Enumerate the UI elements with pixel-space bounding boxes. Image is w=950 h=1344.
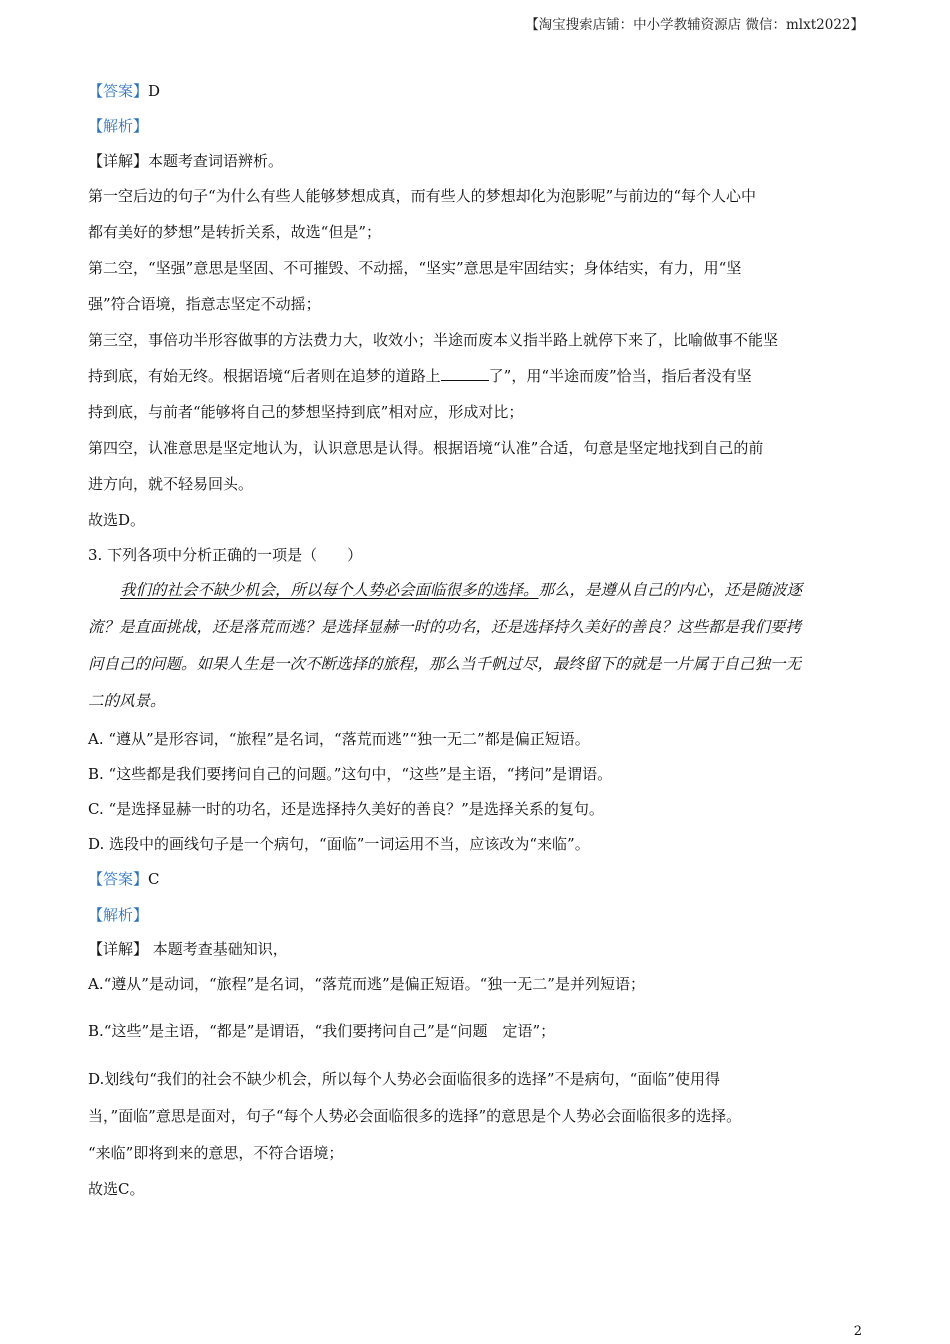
passage-line: 问自己的问题。如果人生是一次不断选择的旅程，那么当千帆过尽，最终留下的就是一片属于自己独一无 xyxy=(88,655,802,673)
answer-tag: 【答案】 xyxy=(88,82,149,100)
passage-line: 二的风景。 xyxy=(88,692,166,710)
analysis-tag: 【解析】 xyxy=(88,117,149,135)
detail-intro: 本题考查词语辨析。 xyxy=(148,152,284,170)
text-line: 都有美好的梦想”是转折关系，故选“但是”； xyxy=(88,223,382,241)
answer-value: D xyxy=(148,82,161,100)
text-segment: 持到底，有始无终。根据语境“后者则在追梦的道路上 xyxy=(88,367,441,385)
analysis-tag: 【解析】 xyxy=(88,906,149,924)
detail-tag: 【详解】 xyxy=(88,152,149,170)
underlined-sentence: 我们的社会不缺少机会，所以每个人势必会面临很多的选择。 xyxy=(120,581,539,599)
text-line: 进方向，就不轻易回头。 xyxy=(88,475,254,493)
text-line: A.“遵从”是动词，“旅程”是名词，“落荒而逃”是偏正短语。“独一无二”是并列短语； xyxy=(88,975,645,993)
answer-line xyxy=(88,81,878,101)
question-stem: 3. 下列各项中分析正确的一项是（ ） xyxy=(88,546,363,564)
option-d: D. 选段中的画线句子是一个病句，“面临”一词运用不当，应该改为“来临”。 xyxy=(88,835,590,853)
text-line: “来临”即将到来的意思，不符合语境； xyxy=(88,1144,344,1162)
answer-tag: 【答案】 xyxy=(88,870,149,888)
text-line: 第一空后边的句子“为什么有些人能够梦想成真，而有些人的梦想却化为泡影呢”与前边的“每个人心中 xyxy=(88,187,757,205)
text-line: 当，”面临”意思是面对，句子“每个人势必会面临很多的选择”的意思是个人势必会面临很多的选择。 xyxy=(88,1107,742,1125)
passage-segment: 那么，是遵从自己的内心，还是随波逐 xyxy=(538,581,803,599)
page-number: 2 xyxy=(853,1324,862,1339)
passage-line: 流？是直面挑战，还是落荒而逃？是选择显赫一时的功名，还是选择持久美好的善良？这些都是我们要拷 xyxy=(88,618,802,636)
detail-line xyxy=(88,151,878,171)
text-line: 持到底，与前者“能够将自己的梦想坚持到底”相对应，形成对比； xyxy=(88,403,524,421)
text-line: 故选D。 xyxy=(88,511,146,529)
text-line: 强”符合语境，指意志坚定不动摇； xyxy=(88,295,321,313)
text-line: 第四空，认准意思是坚定地认为，认识意思是认得。根据语境“认准”合适，句意是坚定地找到自己的前 xyxy=(88,439,764,457)
text-line: 第二空，“坚强”意思是坚固、不可摧毁、不动摇，“坚实”意思是牢固结实；身体结实，有力，用“坚 xyxy=(88,259,742,277)
text-line: 第三空，事倍功半形容做事的方法费力大，收效小；半途而废本义指半路上就停下来了，比喻做事不能坚 xyxy=(88,331,779,349)
passage-line xyxy=(120,580,860,600)
text-segment: 了”，用“半途而废”恰当，指后者没有坚 xyxy=(488,367,752,385)
option-a: A. “遵从”是形容词，“旅程”是名词，“落荒而逃”“独一无二”都是偏正短语。 xyxy=(88,730,590,748)
page-header: 【淘宝搜索店铺：中小学教辅资源店 微信：mlxt2022】 xyxy=(525,17,864,33)
text-line: D.划线句“我们的社会不缺少机会，所以每个人势必会面临很多的选择”不是病句，“面临”使用得 xyxy=(88,1070,720,1088)
answer-value: C xyxy=(148,870,160,888)
option-b: B. “这些都是我们要拷问自己的问题。”这句中，“这些”是主语，“拷问”是谓语。 xyxy=(88,765,613,783)
text-line: 故选C。 xyxy=(88,1180,145,1198)
answer-line xyxy=(88,869,878,889)
detail-intro: 本题考查基础知识， xyxy=(148,940,288,958)
detail-tag: 【详解】 xyxy=(88,940,149,958)
text-line-with-blank xyxy=(88,366,878,386)
detail-line xyxy=(88,939,878,959)
fill-blank xyxy=(441,366,489,381)
text-line: B.“这些”是主语，“都是”是谓语，“我们要拷问自己”是“问题 定语”； xyxy=(88,1022,556,1040)
option-c: C. “是选择显赫一时的功名，还是选择持久美好的善良？”是选择关系的复句。 xyxy=(88,800,604,818)
